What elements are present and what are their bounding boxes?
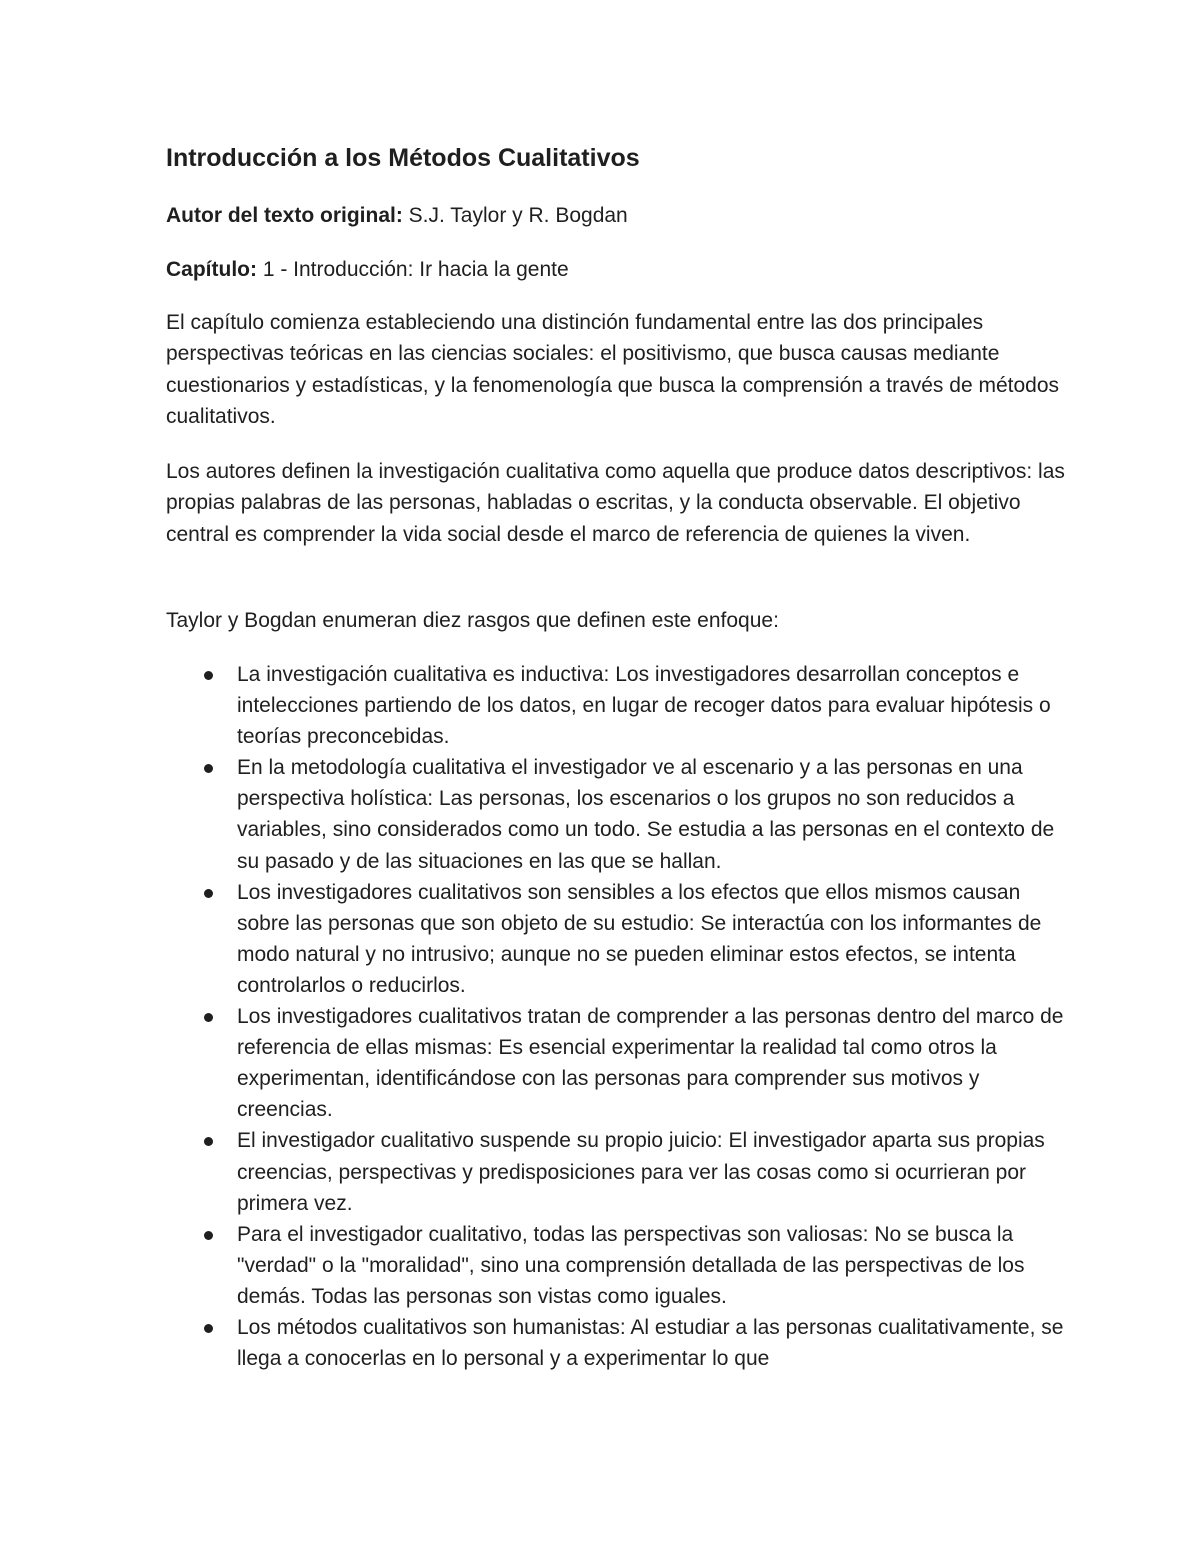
list-item	[166, 659, 1066, 752]
bullet-icon	[204, 764, 213, 773]
author-label: Autor del texto original:	[166, 204, 403, 227]
list-item-text: El investigador cualitativo suspende su propio juicio: El investigador aparta sus propias creencias, perspectivas y predisposiciones para ver las cosas como si ocurrieran por primera vez.	[237, 1129, 1045, 1215]
list-item-text: Para el investigador cualitativo, todas las perspectivas son valiosas: No se busca la "verdad" o la "moralidad", sino una comprensión detallada de las perspectivas de los demás. Todas las personas son vistas como iguales.	[237, 1222, 1025, 1308]
list-item	[166, 1001, 1066, 1125]
list-item-text: Los investigadores cualitativos tratan de comprender a las personas dentro del marco de referencia de ellas mismas: Es esencial experimentar la realidad tal como otros la experimentan, identificándose con las personas para comprender sus motivos y creencias.	[237, 1005, 1064, 1122]
list-item	[166, 877, 1066, 1001]
chapter-value: 1 - Introducción: Ir hacia la gente	[256, 258, 569, 281]
paragraph-intro: El capítulo comienza estableciendo una distinción fundamental entre las dos principales perspectivas teóricas en las ciencias sociales: el positivismo, que busca causas mediante cuestionarios y estadísticas, y la fenomenología que busca la comprensión a través de métodos cualitativos.	[166, 311, 1060, 428]
author-line	[166, 200, 628, 231]
document-title: Introducción a los Métodos Cualitativos	[166, 144, 640, 172]
list-item	[166, 1312, 1066, 1374]
list-item	[166, 1219, 1066, 1312]
bullet-icon	[204, 1231, 213, 1240]
list-item-text: En la metodología cualitativa el investigador ve al escenario y a las personas en una perspectiva holística: Las personas, los escenarios o los grupos no son reducidos a variables, sino considerados como un todo. Se estudia a las personas en el contexto de su pasado y de las situaciones en las que se hallan.	[237, 756, 1055, 873]
chapter-label: Capítulo:	[166, 258, 257, 281]
list-item	[166, 752, 1066, 876]
list-item-text: Los métodos cualitativos son humanistas: Al estudiar a las personas cualitativamente, se llega a conocerlas en lo personal y a experimentar lo que	[237, 1315, 1064, 1371]
bullet-icon	[204, 1324, 213, 1333]
paragraph-traits-intro: Taylor y Bogdan enumeran diez rasgos que definen este enfoque:	[166, 609, 779, 632]
chapter-line	[166, 254, 569, 285]
bullet-icon	[204, 1013, 213, 1022]
traits-list	[166, 659, 1066, 1374]
paragraph-definition: Los autores definen la investigación cualitativa como aquella que produce datos descriptivos: las propias palabras de las personas, habladas o escritas, y la conducta observable. El objetivo central es comprender la vida social desde el marco de referencia de quienes la viven.	[166, 460, 1065, 546]
author-value: S.J. Taylor y R. Bogdan	[402, 204, 628, 227]
list-item-text: Los investigadores cualitativos son sensibles a los efectos que ellos mismos causan sobre las personas que son objeto de su estudio: Se interactúa con los informantes de modo natural y no intrusivo; aunque no se pueden eliminar estos efectos, se intenta controlarlos o reducirlos.	[237, 880, 1042, 997]
bullet-icon	[204, 671, 213, 680]
bullet-icon	[204, 1137, 213, 1146]
list-item	[166, 1125, 1066, 1218]
list-item-text: La investigación cualitativa es inductiva: Los investigadores desarrollan conceptos e intelecciones partiendo de los datos, en lugar de recoger datos para evaluar hipótesis o teorías preconcebidas.	[237, 663, 1051, 749]
bullet-icon	[204, 889, 213, 898]
